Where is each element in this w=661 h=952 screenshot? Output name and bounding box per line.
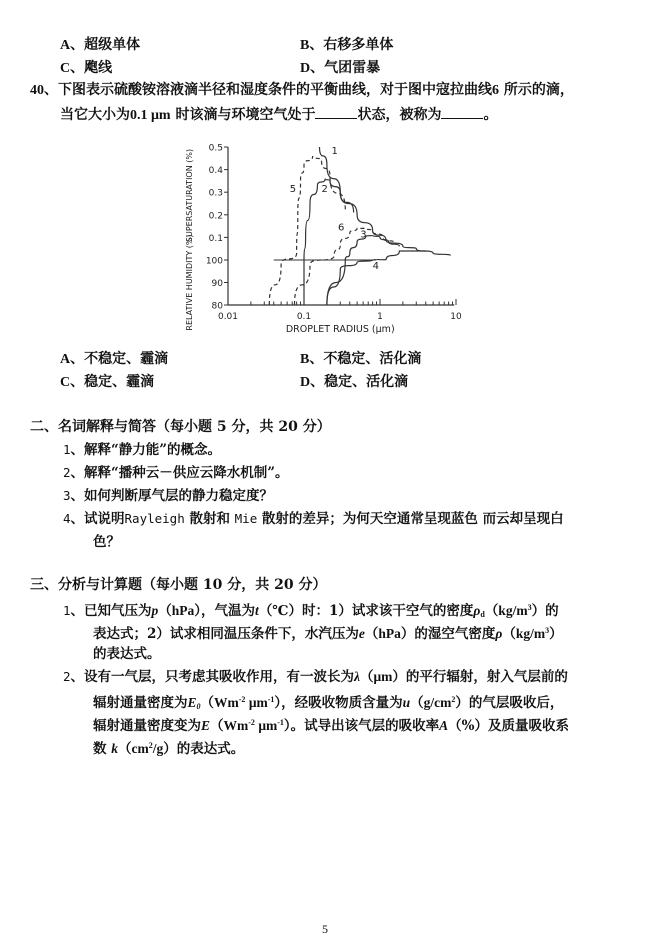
q39-option-d [300, 59, 380, 78]
x-tick-label: 0.01 [217, 312, 239, 322]
item-text: 表达式；2）试求相同温压条件下，水汽压为 [93, 626, 359, 642]
var-u: u [402, 695, 411, 710]
item-text: 、解释“静力能”的概念。 [70, 442, 222, 458]
section2-item-4 [63, 510, 564, 528]
item-text: 、如何判断厚气层的静力稳定度？ [70, 488, 274, 504]
item-text: （%）及质量吸收系 [448, 718, 569, 734]
item-text: （Wm [210, 718, 249, 733]
stem-text: 时该滴与环境空气处于 [170, 107, 316, 123]
var-rho-d: ρ [473, 603, 481, 618]
var-rho: ρ [495, 626, 503, 641]
q39-option-b [300, 36, 393, 55]
q40-stem-line1 [30, 81, 574, 100]
subscript: d [480, 610, 485, 619]
superscript: -1 [267, 695, 275, 704]
subscript: 0 [196, 702, 201, 711]
stem-text: 当它大小为 [60, 107, 130, 123]
item-text: ）的 [531, 603, 559, 619]
var-t: t [255, 603, 259, 618]
question-number: 40 [30, 83, 44, 98]
stem-text: 状态，被称为 [357, 107, 442, 123]
superscript: -2 [238, 695, 246, 704]
option-text: 、右移多单体 [309, 37, 394, 53]
option-text: 、超级单体 [70, 37, 141, 53]
q39-option-c [60, 59, 112, 78]
superscript: 2 [148, 741, 153, 750]
q40-option-a [60, 350, 168, 369]
section3-item-2-line3 [93, 714, 569, 735]
section3-title: 三、分析与计算题（每小题 10 分，共 20 分） [30, 577, 327, 593]
q40-stem-line2 [60, 104, 497, 125]
option-letter: B [300, 352, 310, 367]
y-tick-label: 80 [211, 301, 223, 312]
section2-item-4-cont: 色？ [93, 534, 120, 550]
item-text: （℃）时：1）试求该干空气的密度 [258, 603, 474, 619]
y-tick-label: 0.4 [208, 166, 223, 177]
item-text: 、设有一气层，只考虑其吸收作用，有一波长为 [70, 669, 355, 685]
item-text: （g/cm [410, 695, 452, 710]
curve-label-5: 5 [289, 184, 297, 196]
section2-item-1 [63, 441, 221, 459]
item-number: 4 [63, 511, 71, 526]
var-a: A [439, 718, 449, 733]
x-tick-label: 10 [450, 312, 462, 322]
option-letter: A [60, 352, 71, 367]
option-letter: C [60, 61, 71, 76]
item-text: 辐射通量密度变为 [93, 718, 201, 734]
y-tick-label: 0.2 [208, 211, 223, 222]
q40-option-d [300, 373, 408, 392]
option-letter: C [60, 375, 71, 390]
option-text: 、稳定、活化滴 [310, 374, 409, 390]
option-text: 、飑线 [70, 60, 113, 76]
var-e: e [358, 626, 365, 641]
option-text: 、气团雷暴 [310, 60, 381, 76]
var-p: p [151, 603, 159, 618]
item-text: （Wm [200, 695, 239, 710]
var-k: k [111, 741, 118, 756]
item-number: 2 [63, 669, 71, 684]
section2-item-3 [63, 487, 273, 505]
curve-label-4: 4 [372, 261, 380, 272]
item-text: 散射的差异；为何天空通常呈现蓝色 而云却呈现白 [257, 511, 564, 527]
term-rayleigh: Rayleigh [124, 511, 185, 526]
curve-2 [304, 179, 354, 305]
item-text: ），经吸收物质含量为 [274, 695, 403, 711]
item-text: 散射和 [184, 511, 235, 527]
y-tick-label: 100 [205, 256, 223, 267]
y-axis-label-top: SUPERSATURATION (%) [185, 148, 194, 243]
y-tick-label: 0.5 [208, 143, 223, 154]
y-tick-label: 90 [211, 279, 223, 289]
item-text: ）。试导出该气层的吸收率 [283, 718, 440, 734]
section3-item-1-line1 [63, 599, 559, 624]
item-text: 、已知气压为 [70, 603, 152, 619]
y-tick-label: 0.3 [208, 188, 223, 199]
superscript: 2 [451, 695, 456, 704]
superscript: -2 [248, 718, 255, 727]
kohler-curves-chart [170, 135, 470, 345]
q40-option-c [60, 373, 154, 392]
size-value: 0.1 μm [130, 108, 171, 123]
page-number: 5 [322, 922, 328, 936]
x-axis-label: DROPLET RADIUS (μm) [285, 324, 395, 335]
item-text: μm [245, 695, 268, 710]
option-text: 、不稳定、霾滴 [70, 351, 169, 367]
item-text: （μm）的平行辐射，射入气层前的 [360, 669, 568, 684]
curve-label-2: 2 [321, 184, 328, 196]
item-text: （hPa），气温为 [158, 603, 256, 618]
section3-item-1-line2 [93, 622, 563, 643]
item-text: 、试说明 [70, 511, 125, 527]
item-number: 1 [63, 442, 71, 457]
y-tick-label: 0.1 [208, 233, 223, 244]
section3-item-2-line4 [93, 737, 244, 758]
item-text: （kg/m [502, 626, 546, 641]
stem-text: 、下图表示硫酸铵溶液滴半径和湿度条件的平衡曲线，对于图中寇拉曲线 [44, 82, 492, 98]
item-text: ）的气层吸收后， [455, 695, 564, 711]
item-text: 、解释“播种云－供应云降水机制”。 [70, 465, 289, 481]
curve-label-6: 6 [337, 222, 345, 234]
option-letter: D [300, 61, 311, 76]
section3-item-2-line1 [63, 668, 568, 686]
q39-option-a [60, 36, 140, 55]
item-text: /g）的表达式。 [152, 741, 245, 756]
var-e: E [201, 718, 211, 733]
curve-label-1: 1 [331, 145, 338, 157]
stem-text: 。 [483, 107, 498, 123]
superscript: -1 [277, 718, 284, 727]
option-text: 、稳定、霾滴 [70, 374, 155, 390]
answer-blank-2[interactable] [441, 104, 483, 119]
term-mie: Mie [234, 511, 258, 526]
item-text: 辐射通量密度为 [93, 695, 188, 711]
section3-item-2-line2 [93, 691, 563, 716]
var-lambda: λ [354, 669, 361, 684]
superscript: 3 [545, 626, 550, 635]
section2-title: 二、名词解释与简答（每小题 5 分，共 20 分） [30, 419, 331, 435]
item-number: 2 [63, 465, 71, 480]
y-axis-label-bottom: RELATIVE HUMIDITY (%) [185, 234, 194, 331]
item-text: 数 [93, 741, 112, 757]
item-text: ） [549, 626, 563, 642]
option-letter: D [300, 375, 311, 390]
curve-ref: 6 [492, 83, 499, 98]
item-text: （cm [117, 741, 149, 756]
item-number: 3 [63, 488, 71, 503]
curve-3 [327, 235, 400, 305]
superscript: 3 [527, 603, 532, 612]
curve-label-3: 3 [360, 229, 367, 241]
item-text: （hPa）的湿空气密度 [364, 626, 496, 641]
stem-text: 所示的滴， [499, 82, 574, 98]
section3-item-1-line3: 的表达式。 [93, 646, 161, 662]
item-text: （kg/m [484, 603, 528, 618]
option-letter: A [60, 38, 71, 53]
answer-blank-1[interactable] [315, 104, 357, 119]
section2-item-2 [63, 464, 289, 482]
x-tick-label: 0.1 [296, 312, 312, 322]
option-text: 、不稳定、活化滴 [309, 351, 422, 367]
item-text: μm [254, 718, 278, 733]
curve-4 [327, 251, 426, 305]
var-e0: E [187, 695, 197, 710]
x-tick-label: 1 [377, 312, 383, 322]
item-number: 1 [63, 603, 71, 618]
option-letter: B [300, 38, 310, 53]
q40-option-b [300, 350, 421, 369]
